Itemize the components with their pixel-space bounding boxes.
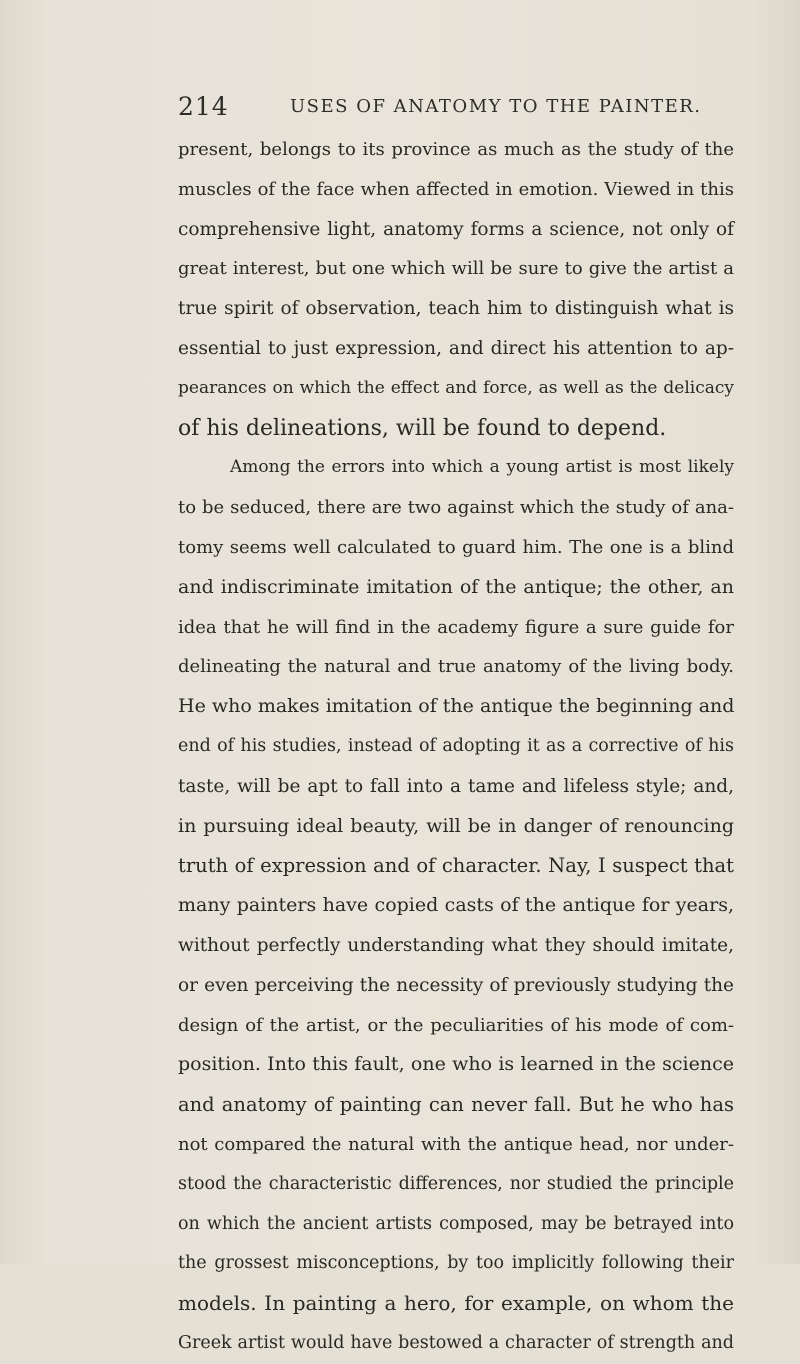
text-line: and anatomy of painting can never fall. But he who has (178, 1093, 734, 1117)
text-line: Among the errors into which a young artist is most likely (230, 457, 734, 478)
text-line: on which the ancient artists composed, may be betrayed into (178, 1213, 734, 1234)
text-line: without perfectly understanding what they should imitate, (178, 934, 734, 956)
running-head: USES OF ANATOMY TO THE PAINTER. (290, 96, 702, 117)
body-text (178, 130, 734, 1364)
text-line: present, belongs to its province as much as the study of the (178, 139, 734, 160)
text-line: design of the artist, or the peculiarities of his mode of com- (178, 1014, 734, 1036)
text-line: or even perceiving the necessity of previously studying the (178, 974, 734, 996)
text-line: Greek artist would have bestowed a character of strength and (178, 1332, 734, 1353)
text-line: tomy seems well calculated to guard him. The one is a blind (178, 536, 734, 558)
text-line: idea that he will find in the academy figure a sure guide for (178, 616, 734, 638)
text-line: true spirit of observation, teach him to distinguish what is (178, 298, 734, 320)
text-line: models. In painting a hero, for example, on whom the (178, 1291, 734, 1316)
text-line: muscles of the face when affected in emotion. Viewed in this (178, 178, 734, 200)
text-line: pearances on which the effect and force, as well as the delicacy (178, 377, 734, 398)
text-line: truth of expression and of character. Nay, I suspect that (178, 854, 734, 878)
text-line: position. Into this fault, one who is learned in the science (178, 1053, 734, 1076)
text-line: delineating the natural and true anatomy of the living body. (178, 656, 734, 678)
text-line: of his delineations, will be found to depend. (178, 415, 667, 441)
text-line: stood the characteristic differences, nor studied the principle (178, 1173, 734, 1194)
text-line: great interest, but one which will be sure to give the artist a (178, 258, 734, 280)
page-header (178, 92, 734, 122)
text-line: taste, will be apt to fall into a tame and lifeless style; and, (178, 775, 734, 797)
text-line: the grossest misconceptions, by too implicitly following their (178, 1253, 734, 1274)
text-line: not compared the natural with the antique head, nor under- (178, 1133, 734, 1155)
text-line: many painters have copied casts of the antique for years, (178, 894, 734, 917)
page-number: 214 (178, 92, 229, 121)
text-line: to be seduced, there are two against which the study of ana- (178, 497, 734, 519)
text-line: He who makes imitation of the antique the beginning and (178, 695, 735, 718)
text-line: end of his studies, instead of adopting it as a corrective of his (178, 735, 734, 756)
text-line: and indiscriminate imitation of the antique; the other, an (178, 575, 734, 598)
text-line: comprehensive light, anatomy forms a science, not only of (178, 218, 734, 240)
text-line: essential to just expression, and direct his attention to ap- (178, 337, 734, 359)
text-line: in pursuing ideal beauty, will be in danger of renouncing (178, 814, 734, 837)
